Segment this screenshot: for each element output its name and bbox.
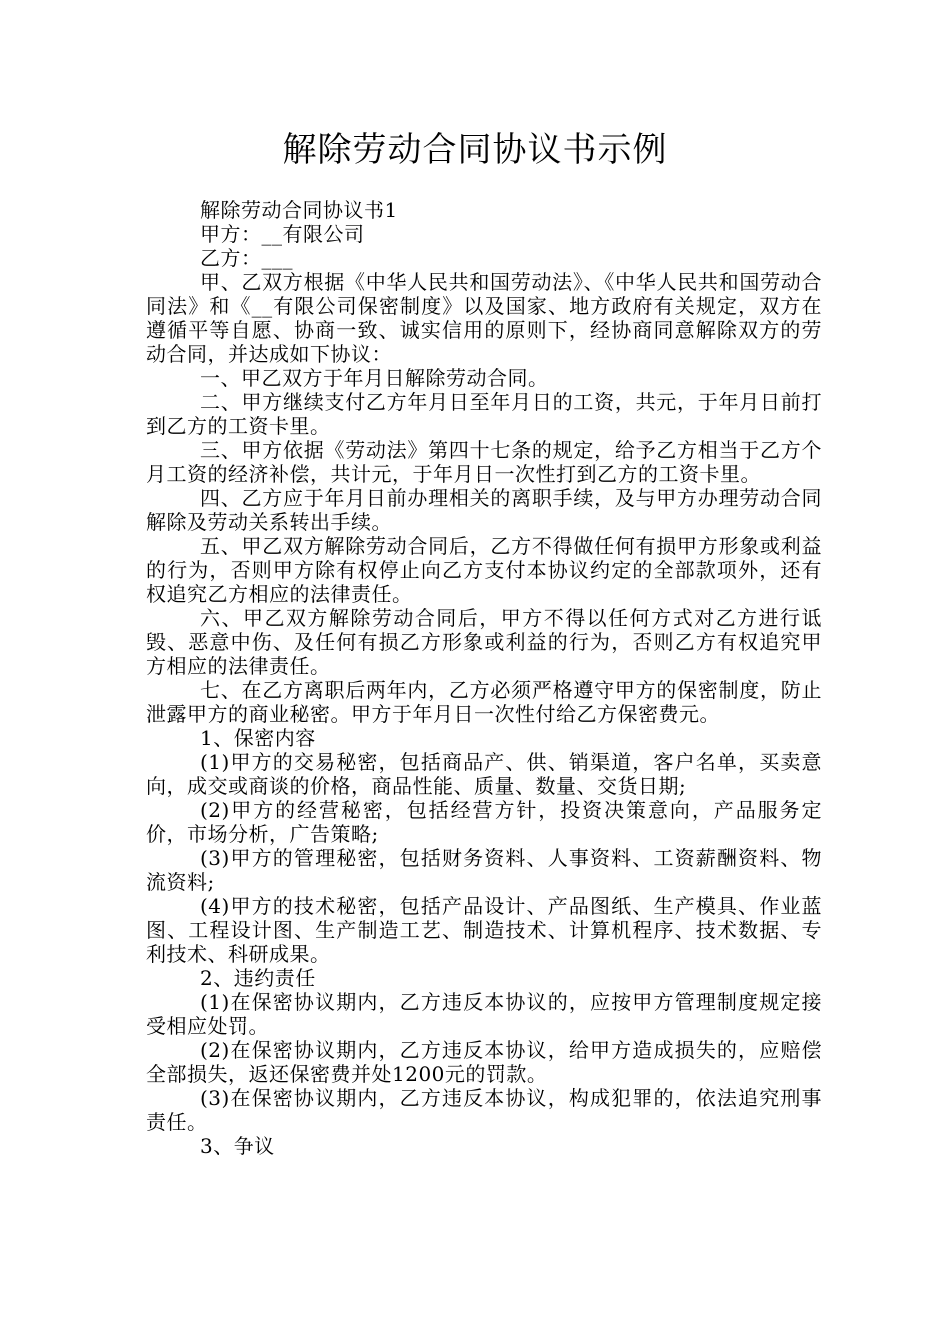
paragraph-party-b: 乙方：___ <box>200 246 293 270</box>
paragraph-clause-4: 四、乙方应于年月日前办理相关的离职手续，及与甲方办理劳动合同解除及劳动关系转出手续。 <box>146 486 822 534</box>
section-heading-confidential-content: 1、保密内容 <box>200 726 316 750</box>
paragraph-clause-7: 七、在乙方离职后两年内，乙方必须严格遵守甲方的保密制度，防止泄露甲方的商业秘密。甲方于年月日一次性付给乙方保密费元。 <box>146 678 822 726</box>
paragraph-clause-2: 二、甲方继续支付乙方年月日至年月日的工资，共元，于年月日前打到乙方的工资卡里。 <box>146 390 822 438</box>
paragraph-liability-item-1: (1)在保密协议期内，乙方违反本协议的，应按甲方管理制度规定接受相应处罚。 <box>146 990 822 1038</box>
section-heading-liability: 2、违约责任 <box>200 966 316 990</box>
paragraph-confidential-item-3: (3)甲方的管理秘密，包括财务资料、人事资料、工资薪酬资料、物流资料; <box>146 846 822 894</box>
section-heading-dispute: 3、争议 <box>200 1134 275 1158</box>
paragraph-preamble: 甲、乙双方根据《中华人民共和国劳动法》、《中华人民共和国劳动合同法》和《__有限公司保密制度》以及国家、地方政府有关规定，双方在遵循平等自愿、协商一致、诚实信用的原则下，经协商同意解除双方的劳动合同，并达成如下协议： <box>146 270 822 366</box>
document-title: 解除劳动合同协议书示例 <box>282 130 668 170</box>
paragraph-clause-5: 五、甲乙双方解除劳动合同后，乙方不得做任何有损甲方形象或利益的行为，否则甲方除有权停止向乙方支付本协议约定的全部款项外，还有权追究乙方相应的法律责任。 <box>146 534 822 606</box>
paragraph-liability-item-3: (3)在保密协议期内，乙方违反本协议，构成犯罪的，依法追究刑事责任。 <box>146 1086 822 1134</box>
paragraph-confidential-item-4: (4)甲方的技术秘密，包括产品设计、产品图纸、生产模具、作业蓝图、工程设计图、生产制造工艺、制造技术、计算机程序、技术数据、专利技术、科研成果。 <box>146 894 822 966</box>
paragraph-subtitle: 解除劳动合同协议书1 <box>200 198 398 222</box>
paragraph-clause-3: 三、甲方依据《劳动法》第四十七条的规定，给予乙方相当于乙方个月工资的经济补偿，共计元，于年月日一次性打到乙方的工资卡里。 <box>146 438 822 486</box>
paragraph-confidential-item-2: (2)甲方的经营秘密，包括经营方针，投资决策意向，产品服务定价，市场分析，广告策略; <box>146 798 822 846</box>
paragraph-confidential-item-1: (1)甲方的交易秘密，包括商品产、供、销渠道，客户名单，买卖意向，成交或商谈的价格，商品性能、质量、数量、交货日期; <box>146 750 822 798</box>
paragraph-party-a: 甲方：__有限公司 <box>200 222 365 246</box>
paragraph-clause-1: 一、甲乙双方于年月日解除劳动合同。 <box>200 366 549 390</box>
paragraph-liability-item-2: (2)在保密协议期内，乙方违反本协议，给甲方造成损失的，应赔偿全部损失，返还保密费并处1200元的罚款。 <box>146 1038 822 1086</box>
document-body <box>146 198 822 1158</box>
paragraph-clause-6: 六、甲乙双方解除劳动合同后，甲方不得以任何方式对乙方进行诋毁、恶意中伤、及任何有损乙方形象或利益的行为，否则乙方有权追究甲方相应的法律责任。 <box>146 606 822 678</box>
